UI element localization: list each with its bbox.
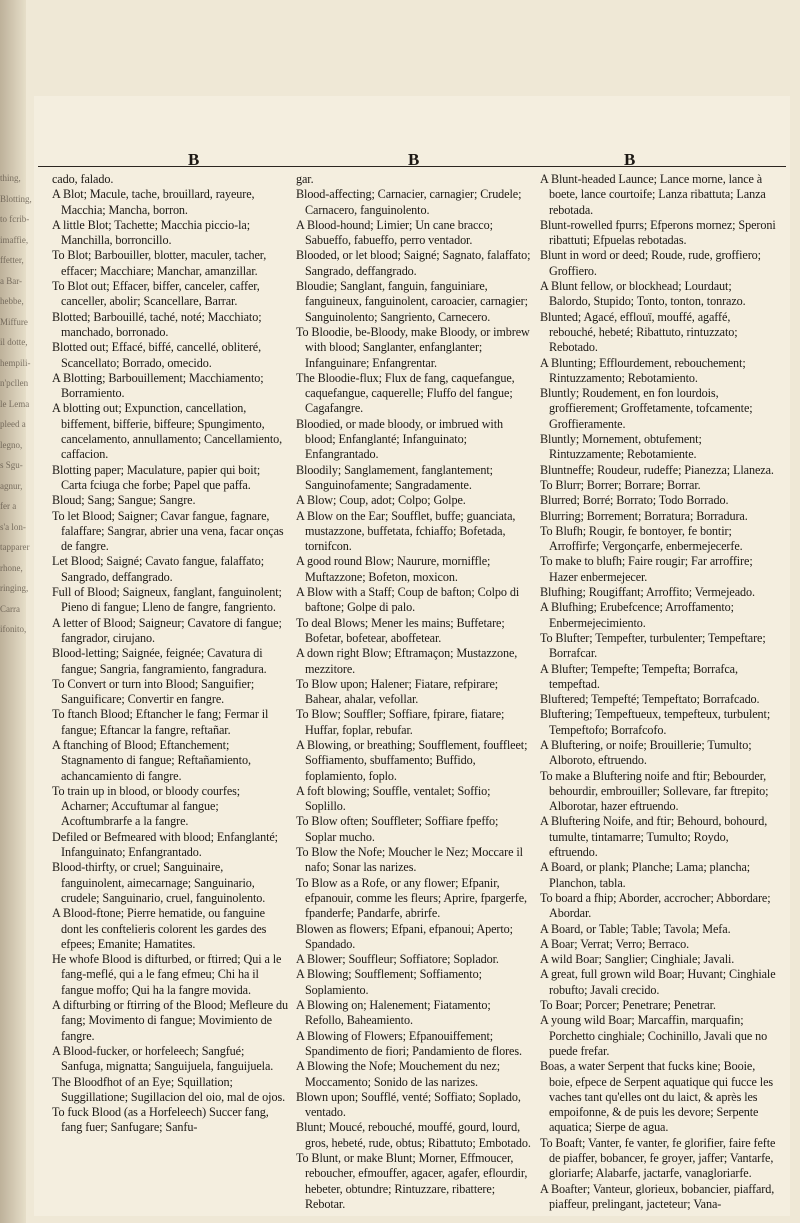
dictionary-entry: Bluntly; Mornement, obtufement; Rintuzzamente; Rebotamiente. [540,432,702,462]
dictionary-entry: To Boar; Porcer; Penetrare; Penetrar. [540,998,716,1013]
facing-page-line: Miffure [0,316,28,327]
dictionary-entry: A Blow; Coup, adot; Colpo; Golpe. [296,493,466,508]
dictionary-entry: Bloudie; Sanglant, fanguin, fanguiniare, fanguineux, fanguinolent, caroacier, carnagier; Sanguinolento; Sangriento, Carnecero. [296,279,528,324]
facing-page-line: imaffie, [0,234,29,245]
dictionary-entry: Let Blood; Saigné; Cavato fangue, falaffato; Sangrado, deffangrado. [52,554,264,584]
dictionary-entry: Bloodily; Sanglamement, fanglantement; Sanguinofamente; Sangradamente. [296,462,493,492]
dictionary-entry: To Blot; Barbouiller, blotter, maculer, tacher, effacer; Macchiare; Manchar, amanzillar. [52,248,267,278]
facing-page-line: hempili- [0,357,31,368]
dictionary-entry: A Blowing on; Halenement; Fiatamento; Refollo, Baheamiento. [296,998,491,1028]
dictionary-entry: cado, falado. [52,172,114,186]
dictionary-entry: A good round Blow; Naurure, morniffle; Muftazzone; Bofeton, moxicon. [296,554,491,584]
dictionary-entry: Blood-affecting; Carnacier, carnagier; Crudele; Carnacero, fanguinolento. [296,187,522,217]
dictionary-entry: To ftanch Blood; Eftancher le fang; Fermar il fangue; Eftancar la fangre, reftañar. [52,707,269,737]
facing-page-line: a Bar- [0,275,23,286]
dictionary-entry: A Blufter; Tempefte; Tempefta; Borrafca, tempeftad. [540,661,738,691]
dictionary-entry: A Boar; Verrat; Verro; Berraco. [540,936,690,951]
dictionary-entry: Blotting paper; Maculature, papier qui boit; Carta fciuga che forbe; Papel que paffa. [52,462,261,492]
dictionary-entry: A Blotting; Barbouillement; Macchiamento; Borramiento. [52,370,264,401]
dictionary-entry: Bloud; Sang; Sangue; Sangre. [52,493,196,508]
facing-page-line: Carra [0,603,20,614]
dictionary-entry: To Boaft; Vanter, fe vanter, fe glorifier, faire fefte de piaffer, bobancer, fe groyer, jaffer; Vantarfe, gloriarfe; Alabarfe, jactarfe, vanagloriarfe. [540,1135,776,1181]
dictionary-entry: A Blunting; Efflourdement, rebouchement; Rintuzzamento; Rebotamiento. [540,355,746,385]
facing-page-line: pleed a [0,419,26,429]
dictionary-entry: A ftanching of Blood; Eftanchement; Stagnamento di fangue; Reftañamiento, achancamiento di fangre. [52,737,251,783]
facing-page-line: thing, [0,173,21,183]
dictionary-entry: A wild Boar; Sanglier; Cinghiale; Javali. [540,952,735,967]
dictionary-entry: Bluftered; Tempefté; Tempeftato; Borrafcado. [540,692,760,707]
dictionary-entry: To board a fhip; Aborder, accrocher; Abbordare; Abordar. [540,890,771,921]
dictionary-entry: Blufhing; Rougiffant; Arroffito; Vermejeado. [540,585,755,600]
dictionary-entry: The Bloodie-flux; Flux de fang, caquefangue, caquefangue, caquerelle; Fluffo del fangue; Cagafangre. [296,370,515,416]
facing-page-line: to fcrib- [0,214,30,224]
dictionary-entry: The Bloodfhot of an Eye; Squillation; Suggillatione; Sugillacion del oio, mal de ojos. [52,1074,286,1104]
dictionary-entry: A Blood-fucker, or horfeleech; Sangfué; Sanfuga, mignatta; Sanguijuela, fanguijuela. [52,1043,274,1074]
facing-page-line: ffetter, [0,255,24,265]
dictionary-entry: A foft blowing; Souffle, ventalet; Soffio; Soplillo. [296,783,491,814]
dictionary-entry: A Bluftering, or noife; Brouillerie; Tumulto; Alboroto, eftruendo. [540,737,752,768]
dictionary-entry: To fuck Blood (as a Horfeleech) Succer fang, fang fuer; Sanfugare; Sanfu- [52,1105,269,1135]
dictionary-entry: A Blow on the Ear; Soufflet, buffe; guanciata, mustazzone, buffetata, fchiaffo; Bofetada, tornifcon. [296,508,516,554]
dictionary-entry: To let Blood; Saigner; Cavar fangue, fagnare, falaffare; Sangrar, abrier una vena, facar onças de fangre. [52,508,284,554]
dictionary-entry: To Blot out; Effacer, biffer, canceler, caffer, canceller, abolir; Scancellare, Barrar. [52,279,260,309]
dictionary-entry: Blunt in word or deed; Roude, rude, groffiero; Groffiero. [540,248,761,278]
dictionary-entry: A Blower; Souffleur; Soffiatore; Soplador. [296,952,499,967]
dictionary-entry: To train up in blood, or bloody courfes; Acharner; Accuftumar al fangue; Acoftumbrarfe a la fangre. [52,783,241,829]
header-rule [38,166,786,167]
dictionary-entry: A Blowing of Flowers; Efpanouiffement; Spandimento de fiori; Pandamiento de flores. [296,1028,522,1058]
header-letter-center: B [408,150,420,169]
dictionary-entry: A difturbing or ftirring of the Blood; Mefleure du fang; Movimento di fangue; Movimiento de fangre. [52,998,288,1043]
dictionary-entry: Bluntly; Roudement, en fon lourdois, groffierement; Groffetamente, tofcamente; Groffieramente. [540,386,753,431]
dictionary-entry: To deal Blows; Mener les mains; Buffetare; Bofetar, bofetear, aboffetear. [296,615,505,645]
dictionary-entry: Blood-thirfty, or cruel; Sanguinaire, fanguinolent, aimecarnage; Sanguinario, crudele; Sanguinario, cruel, fanguinolento. [52,860,266,905]
column-3 [540,172,776,1212]
dictionary-entry: A Board, or Table; Table; Tavola; Mefa. [540,921,731,936]
facing-page-line: n'pcllen [0,378,29,388]
dictionary-entry: To Blow upon; Halener; Fiatare, refpirare; Bahear, ahalar, vefollar. [296,676,499,707]
facing-page-line: tapparer [0,542,30,552]
dictionary-entry: To make a Bluftering noife and ftir; Bebourder, behourdir, embrouiller; Sollevare, far ftrepito; Alborotar, hazer eftruendo. [540,768,769,814]
header-letter-left: B [188,150,200,169]
facing-page-line: il dotte, [0,337,28,347]
dictionary-entry: A Blunt fellow, or blockhead; Lourdaut; Balordo, Stupido; Tonto, tonton, tonrazo. [540,279,746,309]
dictionary-entry: Defiled or Befmeared with blood; Enfanglanté; Infanguinato; Enfangrantado. [52,829,278,860]
dictionary-entry: A letter of Blood; Saigneur; Cavatore di fangue; fangrador, cirujano. [52,615,282,645]
facing-page-line: agnur, [0,480,23,491]
dictionary-entry: To Convert or turn into Blood; Sanguifier; Sanguificare; Convertir en fangre. [52,676,255,707]
facing-page-line: ifonito, [0,624,27,634]
facing-page-fragment [0,168,32,728]
dictionary-entry: A Blowing the Nofe; Mouchement du nez; Moccamento; Sonido de las narizes. [296,1059,501,1089]
facing-page-line: s Sgu- [0,460,23,470]
dictionary-entry: To make to blufh; Faire rougir; Far arroffire; Hazer enbermejecer. [540,554,753,584]
dictionary-entry: Blotted; Barbouillé, taché, noté; Macchiato; manchado, borronado. [52,309,262,339]
dictionary-entry: To Blow the Nofe; Moucher le Nez; Moccare il nafo; Sonar las narizes. [296,845,523,875]
dictionary-entry: To Blunt, or make Blunt; Morner, Effmoucer, reboucher, efmouffer, agacer, agafer, eflourdir, hebeter, obtundre; Rintuzzare, ribattere; Rebotar. [296,1151,528,1211]
dictionary-entry: Blotted out; Effacé, biffé, cancellé, obliteré, Scancellato; Borrado, omecido. [52,340,262,370]
dictionary-entry: A Blowing, or breathing; Soufflement, fouffleet; Soffiamento, sbuffamento; Buffido, foplamiento, foplo. [296,737,528,783]
column-1 [52,172,288,1136]
dictionary-entry: To Bloodie, be-Bloody, make Bloody, or imbrew with blood; Sanglanter, enfanglanter; Infanguinare; Enfangrentar. [296,324,530,370]
facing-page-line: le Lema [0,398,30,409]
dictionary-entry: Blunt-rowelled fpurrs; Efperons mornez; Speroni ribattuti; Efpuelas rebotadas. [540,217,776,248]
dictionary-entry: Blooded, or let blood; Saigné; Sagnato, falaffato; Sangrado, deffangrado. [296,248,531,278]
dictionary-entry: To Blufh; Rougir, fe bontoyer, fe bontir; Arroffirfe; Vergonçarfe, enbermejecerfe. [540,523,743,554]
dictionary-entry: A little Blot; Tachette; Macchia piccio-la; Manchilla, borroncillo. [52,217,251,248]
dictionary-entry: A Blood-hound; Limier; Un cane bracco; Sabueffo, fabueffo, perro ventador. [296,217,493,248]
dictionary-entry: A Board, or plank; Planche; Lama; plancha; Planchon, tabla. [540,860,751,890]
dictionary-entry: Blunted; Agacé, efflouï, mouffé, agaffé, rebouché, hebeté; Ribattuto, rintuzzato; Rebotado. [540,309,738,355]
dictionary-entry: Bluftering; Tempeftueux, tempefteux, turbulent; Tempeftofo; Borrafcofo. [540,707,771,737]
dictionary-entry: Full of Blood; Saigneux, fanglant, fanguinolent; Pieno di fangue; Lleno de fangre, fangriento. [52,585,282,615]
dictionary-entry: A Boafter; Vanteur, glorieux, bobancier, piaffard, piaffeur, prelingant, jacteteur; Vana- [540,1181,775,1211]
facing-page-line: rhone, [0,562,23,573]
facing-page-line: ringing, [0,583,29,593]
dictionary-entry: To Blufter; Tempefter, turbulenter; Tempeftare; Borrafcar. [540,630,766,661]
facing-page-line: fer a [0,501,17,511]
dictionary-entry: Blurring; Borrement; Borratura; Borradura. [540,508,748,523]
column-2 [296,172,532,1212]
dictionary-entry: To Blow as a Rofe, or any flower; Efpanir, efpanouir, comme les fleurs; Aprire, fpargerfe, fpanderfe; Pandarfe, abrirfe. [296,875,527,921]
dictionary-entry: A Blufhing; Erubefcence; Arroffamento; Enbermejecimiento. [540,600,734,630]
facing-page-line: legno, [0,439,23,450]
dictionary-entry: A great, full grown wild Boar; Huvant; Cinghiale robufto; Javali crecido. [540,967,776,997]
dictionary-entry: A blotting out; Expunction, cancellation, biffement, bifferie, biffeure; Spungimento, cancelamento, annullamento; Cancellamiento, caffacion. [52,401,283,462]
dictionary-entry: A Blot; Macule, tache, brouillard, rayeure, Macchia; Mancha, borron. [52,187,255,217]
facing-page-line: hebbe, [0,296,24,306]
dictionary-entry: A Bluftering Noife, and ftir; Behourd, bohourd, tumulte, tintamarre; Tumulto; Roydo, eftruendo. [540,814,768,860]
dictionary-entry: A Blow with a Staff; Coup de bafton; Colpo di baftone; Golpe di palo. [296,585,520,615]
dictionary-entry: A Blunt-headed Launce; Lance morne, lance à boete, lance courtoife; Lanza ribattuta; Lanza rebotada. [540,172,766,217]
dictionary-entry: To Blow; Souffler; Soffiare, fpirare, fiatare; Huffar, foplar, rebufar. [296,707,505,737]
dictionary-entry: Blunt; Moucé, rebouché, mouffé, gourd, lourd, gros, hebeté, rude, obtus; Ribattuto; Embotado. [296,1120,531,1150]
dictionary-entry: Blood-letting; Saignée, feignée; Cavatura di fangue; Sangria, fangramiento, fangradura. [52,646,267,676]
dictionary-entry: A Blowing; Soufflement; Soffiamento; Soplamiento. [296,967,482,997]
dictionary-entry: gar. [296,172,314,186]
dictionary-entry: A young wild Boar; Marcaffin, marquafin; Porchetto cinghiale; Cochinillo, Javali que no puede frefar. [540,1013,768,1058]
facing-page-line: Blotting, [0,193,32,204]
dictionary-entry: He whofe Blood is difturbed, or ftirred; Qui a le fang-meflé, qui a le fang efmeu; Chi ha il fangue moffo; Qui ha la fangre movida. [52,952,282,997]
header-letter-right: B [624,150,636,169]
dictionary-entry: A down right Blow; Eftramaçon; Mustazzone, mezzitore. [296,646,518,676]
dictionary-entry: Blown upon; Soufflé, venté; Soffiato; Soplado, ventado. [296,1089,521,1120]
facing-page-line: s'a lon- [0,521,26,532]
dictionary-entry: Blowen as flowers; Efpani, efpanoui; Aperto; Spandado. [296,921,513,951]
dictionary-entry: To Blow often; Souffleter; Soffiare fpeffo; Soplar mucho. [296,814,499,844]
dictionary-entry: Bloodied, or made bloody, or imbrued with blood; Enfanglanté; Infanguinato; Enfangrantado. [296,416,504,462]
dictionary-entry: Boas, a water Serpent that fucks kine; Booie, boie, efpece de Serpent aquatique qui fucce les vaches tant qu'elles ont du laict, & après les empoifonne, & de puis les devore; Serpente aquatica; Sierpe de agua. [540,1059,774,1135]
dictionary-entry: Bluntneffe; Roudeur, rudeffe; Pianezza; Llaneza. [540,462,774,477]
dictionary-entry: A Blood-ftone; Pierre hematide, ou fanguine dont les conftelieris colorent les gardes des efpees; Emanite; Hamatites. [52,906,267,951]
dictionary-entry: Blurred; Borré; Borrato; Todo Borrado. [540,493,729,508]
dictionary-entry: To Blurr; Borrer; Borrare; Borrar. [540,477,701,492]
